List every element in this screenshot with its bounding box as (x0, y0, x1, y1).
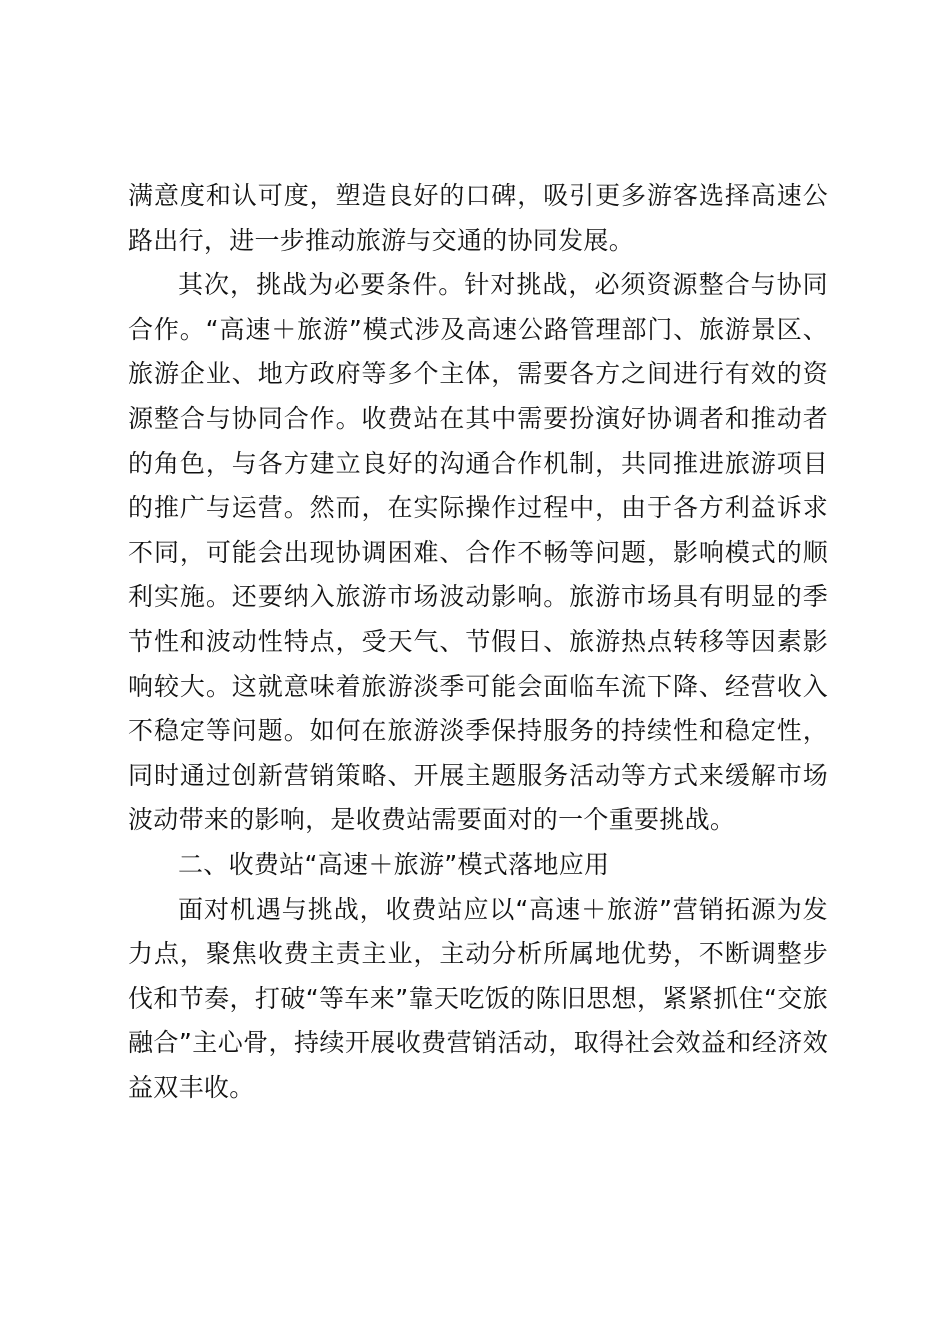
paragraph-application: 面对机遇与挑战，收费站应以“高速＋旅游”营销拓源为发力点，聚焦收费主责主业，主动分析所属地优势，不断调整步伐和节奏，打破“等车来”靠天吃饭的陈旧思想，紧紧抓住“交旅融合”主心骨，持续开展收费营销活动，取得社会效益和经济效益双丰收。 (128, 894, 828, 1102)
paragraph-challenges: 其次，挑战为必要条件。针对挑战，必须资源整合与协同合作。“高速＋旅游”模式涉及高速公路管理部门、旅游景区、旅游企业、地方政府等多个主体，需要各方之间进行有效的资源整合与协同合作。收费站在其中需要扮演好协调者和推动者的角色，与各方建立良好的沟通合作机制，共同推进旅游项目的推广与运营。然而，在实际操作过程中，由于各方利益诉求不同，可能会出现协调困难、合作不畅等问题，影响模式的顺利实施。还要纳入旅游市场波动影响。旅游市场具有明显的季节性和波动性特点，受天气、节假日、旅游热点转移等因素影响较大。这就意味着旅游淡季可能会面临车流下降、经营收入不稳定等问题。如何在旅游淡季保持服务的持续性和稳定性，同时通过创新营销策略、开展主题服务活动等方式来缓解市场波动带来的影响，是收费站需要面对的一个重要挑战。 (128, 270, 828, 835)
section-heading: 二、收费站“高速＋旅游”模式落地应用 (178, 849, 610, 879)
document-body (128, 174, 828, 1110)
paragraph-continuation: 满意度和认可度，塑造良好的口碑，吸引更多游客选择高速公路出行，进一步推动旅游与交通的协同发展。 (128, 181, 828, 255)
